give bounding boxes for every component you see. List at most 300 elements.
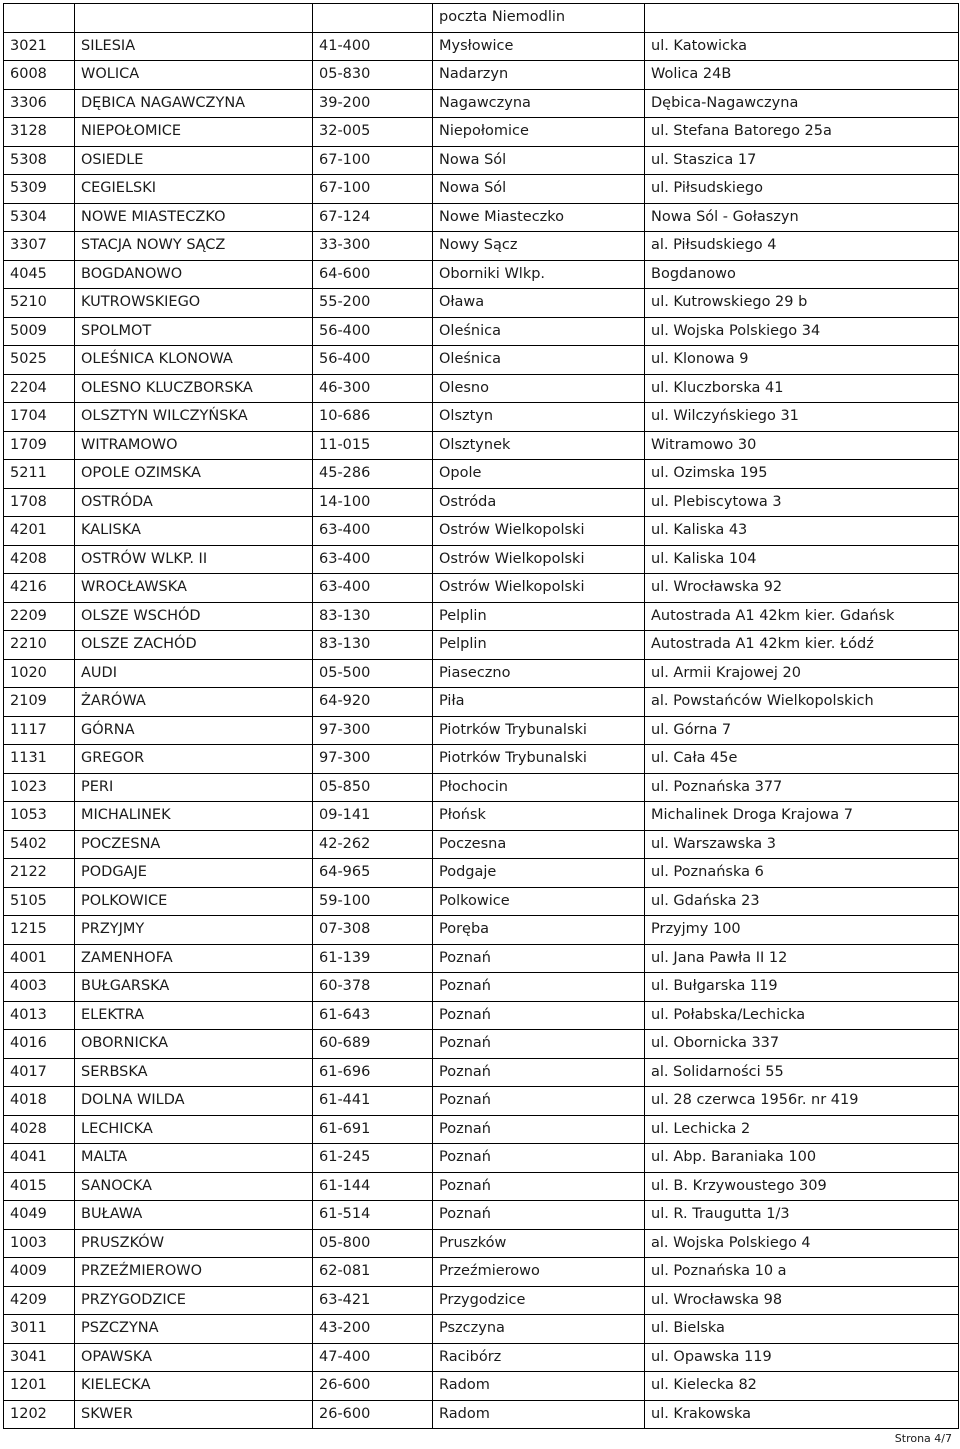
cell-city: Oława [433,289,645,318]
cell-postal-code: 60-378 [313,973,433,1002]
cell-station-number: 4045 [4,260,75,289]
cell-address: al. Solidarności 55 [645,1058,959,1087]
cell-city: Poznań [433,1001,645,1030]
cell-postal-code: 09-141 [313,802,433,831]
cell-station-name: OSTRÓW WLKP. II [75,545,313,574]
cell-station-name: SERBSKA [75,1058,313,1087]
cell-locality-continuation: poczta Niemodlin [433,4,645,33]
cell-address: ul. Poznańska 10 a [645,1258,959,1287]
cell-address: ul. Staszica 17 [645,146,959,175]
cell-address: al. Powstańców Wielkopolskich [645,688,959,717]
cell-station-number: 4028 [4,1115,75,1144]
table-row [4,346,959,375]
table-row [4,716,959,745]
table-row [4,1115,959,1144]
cell-postal-code: 61-691 [313,1115,433,1144]
table-row [4,89,959,118]
cell-address: Bogdanowo [645,260,959,289]
cell-address: ul. Opawska 119 [645,1343,959,1372]
cell-station-number: 4049 [4,1201,75,1230]
table-row [4,1315,959,1344]
cell-city: Poznań [433,1144,645,1173]
cell-city: Nowy Sącz [433,232,645,261]
cell-station-name: PRZYGODZICE [75,1286,313,1315]
cell-station-name: AUDI [75,659,313,688]
cell-city: Poznań [433,1087,645,1116]
cell-station-name: NIEPOŁOMICE [75,118,313,147]
cell-station-name: OBORNICKA [75,1030,313,1059]
cell-station-name: OLEŚNICA KLONOWA [75,346,313,375]
cell-empty [4,4,75,33]
cell-station-number: 2210 [4,631,75,660]
cell-address: Nowa Sól - Gołaszyn [645,203,959,232]
cell-station-number: 5402 [4,830,75,859]
cell-postal-code: 26-600 [313,1400,433,1429]
cell-city: Poczesna [433,830,645,859]
cell-address: ul. Warszawska 3 [645,830,959,859]
table-row [4,289,959,318]
cell-city: Piotrków Trybunalski [433,745,645,774]
cell-postal-code: 05-500 [313,659,433,688]
cell-station-number: 4041 [4,1144,75,1173]
cell-address: ul. Obornicka 337 [645,1030,959,1059]
cell-station-number: 4209 [4,1286,75,1315]
cell-station-name: SILESIA [75,32,313,61]
cell-city: Przygodzice [433,1286,645,1315]
cell-address: ul. R. Traugutta 1/3 [645,1201,959,1230]
cell-station-number: 4001 [4,944,75,973]
cell-postal-code: 45-286 [313,460,433,489]
cell-city: Olsztyn [433,403,645,432]
table-row [4,1001,959,1030]
page-number: Strona 4/7 [894,1432,952,1445]
cell-postal-code: 83-130 [313,602,433,631]
cell-station-number: 4013 [4,1001,75,1030]
cell-city: Radom [433,1372,645,1401]
table-row [4,631,959,660]
stations-table-body [4,4,959,1429]
cell-address: ul. Kaliska 43 [645,517,959,546]
table-row [4,545,959,574]
cell-city: Ostrów Wielkopolski [433,545,645,574]
cell-station-name: OLSZE WSCHÓD [75,602,313,631]
cell-address: Autostrada A1 42km kier. Gdańsk [645,602,959,631]
cell-city: Nadarzyn [433,61,645,90]
cell-address: Wolica 24B [645,61,959,90]
cell-address: ul. Cała 45e [645,745,959,774]
cell-station-number: 5304 [4,203,75,232]
cell-address: ul. Abp. Baraniaka 100 [645,1144,959,1173]
cell-address: ul. Gdańska 23 [645,887,959,916]
table-row [4,260,959,289]
cell-station-name: PRUSZKÓW [75,1229,313,1258]
cell-address: ul. Bielska [645,1315,959,1344]
cell-station-number: 2209 [4,602,75,631]
cell-address: ul. Poznańska 377 [645,773,959,802]
cell-station-number: 1708 [4,488,75,517]
cell-station-number: 5025 [4,346,75,375]
cell-station-number: 1709 [4,431,75,460]
cell-station-name: MALTA [75,1144,313,1173]
cell-postal-code: 05-830 [313,61,433,90]
table-row [4,1201,959,1230]
cell-address: ul. Kutrowskiego 29 b [645,289,959,318]
cell-address: ul. Kluczborska 41 [645,374,959,403]
cell-station-number: 5009 [4,317,75,346]
table-row [4,1286,959,1315]
cell-city: Ostrów Wielkopolski [433,574,645,603]
cell-city: Olesno [433,374,645,403]
cell-station-number: 4009 [4,1258,75,1287]
cell-postal-code: 42-262 [313,830,433,859]
cell-city: Radom [433,1400,645,1429]
cell-station-number: 3128 [4,118,75,147]
cell-city: Przeźmierowo [433,1258,645,1287]
table-row [4,1400,959,1429]
cell-station-name: KALISKA [75,517,313,546]
cell-station-name: BOGDANOWO [75,260,313,289]
table-row [4,574,959,603]
cell-postal-code: 67-100 [313,175,433,204]
cell-postal-code: 05-850 [313,773,433,802]
stations-table [3,3,959,1429]
cell-city: Poznań [433,944,645,973]
table-row [4,317,959,346]
table-row [4,146,959,175]
cell-station-name: PRZEŹMIEROWO [75,1258,313,1287]
cell-station-number: 1020 [4,659,75,688]
cell-station-number: 3307 [4,232,75,261]
table-row [4,1172,959,1201]
cell-station-number: 4216 [4,574,75,603]
cell-postal-code: 64-965 [313,859,433,888]
cell-station-name: KIELECKA [75,1372,313,1401]
cell-postal-code: 61-245 [313,1144,433,1173]
cell-postal-code: 33-300 [313,232,433,261]
cell-city: Pelplin [433,631,645,660]
table-row [4,1144,959,1173]
cell-postal-code: 67-124 [313,203,433,232]
cell-empty [75,4,313,33]
cell-city: Poznań [433,1201,645,1230]
cell-address: ul. Kaliska 104 [645,545,959,574]
cell-station-name: SKWER [75,1400,313,1429]
cell-address: ul. Górna 7 [645,716,959,745]
cell-address: al. Wojska Polskiego 4 [645,1229,959,1258]
cell-postal-code: 61-643 [313,1001,433,1030]
cell-station-name: BUŁGARSKA [75,973,313,1002]
cell-station-number: 4017 [4,1058,75,1087]
cell-city: Pszczyna [433,1315,645,1344]
cell-station-number: 1215 [4,916,75,945]
cell-station-name: OPOLE OZIMSKA [75,460,313,489]
cell-station-number: 5309 [4,175,75,204]
cell-postal-code: 61-696 [313,1058,433,1087]
table-row [4,488,959,517]
cell-postal-code: 63-400 [313,545,433,574]
cell-city: Podgaje [433,859,645,888]
cell-station-name: GREGOR [75,745,313,774]
cell-city: Piotrków Trybunalski [433,716,645,745]
cell-city: Poznań [433,973,645,1002]
table-row [4,887,959,916]
cell-address: ul. Krakowska [645,1400,959,1429]
cell-address: ul. Lechicka 2 [645,1115,959,1144]
table-row [4,517,959,546]
cell-city: Poręba [433,916,645,945]
cell-address: Witramowo 30 [645,431,959,460]
cell-address: ul. Wrocławska 98 [645,1286,959,1315]
table-row [4,745,959,774]
table-row [4,802,959,831]
cell-station-name: WROCŁAWSKA [75,574,313,603]
table-row [4,688,959,717]
cell-address: ul. Katowicka [645,32,959,61]
cell-postal-code: 61-139 [313,944,433,973]
cell-station-number: 5308 [4,146,75,175]
cell-city: Nowa Sól [433,175,645,204]
cell-city: Nowe Miasteczko [433,203,645,232]
cell-address: ul. Plebiscytowa 3 [645,488,959,517]
cell-postal-code: 26-600 [313,1372,433,1401]
table-row [4,916,959,945]
cell-postal-code: 61-514 [313,1201,433,1230]
cell-city: Nowa Sól [433,146,645,175]
table-row [4,1058,959,1087]
cell-city: Piła [433,688,645,717]
cell-station-name: ZAMENHOFA [75,944,313,973]
cell-city: Oleśnica [433,346,645,375]
cell-station-name: BUŁAWA [75,1201,313,1230]
cell-station-number: 1131 [4,745,75,774]
cell-postal-code: 05-800 [313,1229,433,1258]
cell-station-number: 6008 [4,61,75,90]
table-row [4,1087,959,1116]
cell-address: ul. Poznańska 6 [645,859,959,888]
cell-station-number: 4015 [4,1172,75,1201]
table-row [4,374,959,403]
cell-postal-code: 67-100 [313,146,433,175]
cell-city: Płońsk [433,802,645,831]
table-row [4,1229,959,1258]
table-row [4,973,959,1002]
cell-station-number: 2122 [4,859,75,888]
cell-postal-code: 46-300 [313,374,433,403]
station-list [3,3,958,1429]
cell-postal-code: 10-686 [313,403,433,432]
cell-station-name: LECHICKA [75,1115,313,1144]
cell-city: Piaseczno [433,659,645,688]
cell-city: Oleśnica [433,317,645,346]
cell-city: Ostróda [433,488,645,517]
cell-postal-code: 64-920 [313,688,433,717]
cell-station-number: 2109 [4,688,75,717]
cell-city: Poznań [433,1058,645,1087]
cell-city: Pruszków [433,1229,645,1258]
cell-station-name: WOLICA [75,61,313,90]
cell-station-name: OSTRÓDA [75,488,313,517]
cell-address: ul. Ozimska 195 [645,460,959,489]
cell-station-name: PRZYJMY [75,916,313,945]
cell-address: Dębica-Nagawczyna [645,89,959,118]
cell-address: ul. Piłsudskiego [645,175,959,204]
cell-station-name: NOWE MIASTECZKO [75,203,313,232]
cell-station-name: DĘBICA NAGAWCZYNA [75,89,313,118]
cell-address: ul. Wojska Polskiego 34 [645,317,959,346]
cell-postal-code: 63-400 [313,574,433,603]
table-row [4,403,959,432]
cell-city: Polkowice [433,887,645,916]
cell-city: Oborniki Wlkp. [433,260,645,289]
cell-city: Płochocin [433,773,645,802]
cell-station-number: 3011 [4,1315,75,1344]
cell-station-number: 1704 [4,403,75,432]
cell-address: ul. Klonowa 9 [645,346,959,375]
cell-address: al. Piłsudskiego 4 [645,232,959,261]
cell-postal-code: 97-300 [313,745,433,774]
cell-address: Przyjmy 100 [645,916,959,945]
cell-station-number: 4201 [4,517,75,546]
cell-station-number: 3021 [4,32,75,61]
cell-postal-code: 11-015 [313,431,433,460]
cell-postal-code: 14-100 [313,488,433,517]
cell-station-name: ELEKTRA [75,1001,313,1030]
cell-city: Poznań [433,1030,645,1059]
cell-address: Michalinek Droga Krajowa 7 [645,802,959,831]
cell-postal-code: 43-200 [313,1315,433,1344]
cell-address: ul. Połabska/Lechicka [645,1001,959,1030]
cell-address: ul. Jana Pawła II 12 [645,944,959,973]
table-row [4,61,959,90]
cell-station-name: OSIEDLE [75,146,313,175]
cell-postal-code: 63-400 [313,517,433,546]
cell-station-number: 4003 [4,973,75,1002]
table-row [4,32,959,61]
cell-station-name: PODGAJE [75,859,313,888]
cell-station-name: OLSZE ZACHÓD [75,631,313,660]
cell-postal-code: 83-130 [313,631,433,660]
table-row [4,1343,959,1372]
cell-postal-code: 97-300 [313,716,433,745]
cell-address: ul. Wrocławska 92 [645,574,959,603]
table-row [4,602,959,631]
cell-station-number: 1003 [4,1229,75,1258]
cell-city: Poznań [433,1115,645,1144]
cell-station-name: SPOLMOT [75,317,313,346]
cell-station-number: 1201 [4,1372,75,1401]
cell-station-number: 1117 [4,716,75,745]
cell-station-name: OLSZTYN WILCZYŃSKA [75,403,313,432]
cell-postal-code: 63-421 [313,1286,433,1315]
cell-station-name: OPAWSKA [75,1343,313,1372]
table-row [4,830,959,859]
cell-station-name: SANOCKA [75,1172,313,1201]
cell-city: Opole [433,460,645,489]
cell-postal-code: 64-600 [313,260,433,289]
cell-postal-code: 47-400 [313,1343,433,1372]
cell-station-name: WITRAMOWO [75,431,313,460]
cell-station-name: GÓRNA [75,716,313,745]
cell-station-number: 4018 [4,1087,75,1116]
cell-station-number: 5210 [4,289,75,318]
cell-station-number: 3041 [4,1343,75,1372]
table-row [4,232,959,261]
cell-station-name: STACJA NOWY SĄCZ [75,232,313,261]
cell-empty [313,4,433,33]
table-row [4,431,959,460]
cell-station-name: ŻARÓWA [75,688,313,717]
cell-address: ul. 28 czerwca 1956r. nr 419 [645,1087,959,1116]
table-row-continuation [4,4,959,33]
cell-station-name: DOLNA WILDA [75,1087,313,1116]
cell-station-number: 4016 [4,1030,75,1059]
table-row [4,944,959,973]
cell-address: ul. B. Krzywoustego 309 [645,1172,959,1201]
cell-station-name: OLESNO KLUCZBORSKA [75,374,313,403]
cell-postal-code: 60-689 [313,1030,433,1059]
table-row [4,1372,959,1401]
cell-city: Niepołomice [433,118,645,147]
cell-city: Poznań [433,1172,645,1201]
cell-address: ul. Stefana Batorego 25a [645,118,959,147]
cell-postal-code: 39-200 [313,89,433,118]
cell-city: Nagawczyna [433,89,645,118]
cell-city: Mysłowice [433,32,645,61]
table-row [4,859,959,888]
cell-station-number: 1023 [4,773,75,802]
table-row [4,460,959,489]
cell-station-number: 1053 [4,802,75,831]
cell-city: Pelplin [433,602,645,631]
cell-station-number: 4208 [4,545,75,574]
cell-station-number: 5211 [4,460,75,489]
cell-city: Ostrów Wielkopolski [433,517,645,546]
cell-station-name: PSZCZYNA [75,1315,313,1344]
cell-station-number: 2204 [4,374,75,403]
cell-city: Olsztynek [433,431,645,460]
table-row [4,659,959,688]
cell-postal-code: 59-100 [313,887,433,916]
cell-city: Racibórz [433,1343,645,1372]
cell-empty [645,4,959,33]
table-row [4,773,959,802]
cell-station-name: KUTROWSKIEGO [75,289,313,318]
table-row [4,175,959,204]
cell-station-name: PERI [75,773,313,802]
cell-postal-code: 55-200 [313,289,433,318]
cell-postal-code: 07-308 [313,916,433,945]
table-row [4,1258,959,1287]
cell-address: ul. Armii Krajowej 20 [645,659,959,688]
cell-station-number: 5105 [4,887,75,916]
cell-postal-code: 56-400 [313,317,433,346]
cell-postal-code: 61-441 [313,1087,433,1116]
cell-address: ul. Wilczyńskiego 31 [645,403,959,432]
cell-station-name: MICHALINEK [75,802,313,831]
cell-postal-code: 32-005 [313,118,433,147]
cell-station-name: POCZESNA [75,830,313,859]
cell-station-name: CEGIELSKI [75,175,313,204]
cell-address: ul. Bułgarska 119 [645,973,959,1002]
cell-station-number: 3306 [4,89,75,118]
cell-address: Autostrada A1 42km kier. Łódź [645,631,959,660]
table-row [4,118,959,147]
cell-postal-code: 56-400 [313,346,433,375]
cell-station-name: POLKOWICE [75,887,313,916]
cell-address: ul. Kielecka 82 [645,1372,959,1401]
table-row [4,203,959,232]
table-row [4,1030,959,1059]
